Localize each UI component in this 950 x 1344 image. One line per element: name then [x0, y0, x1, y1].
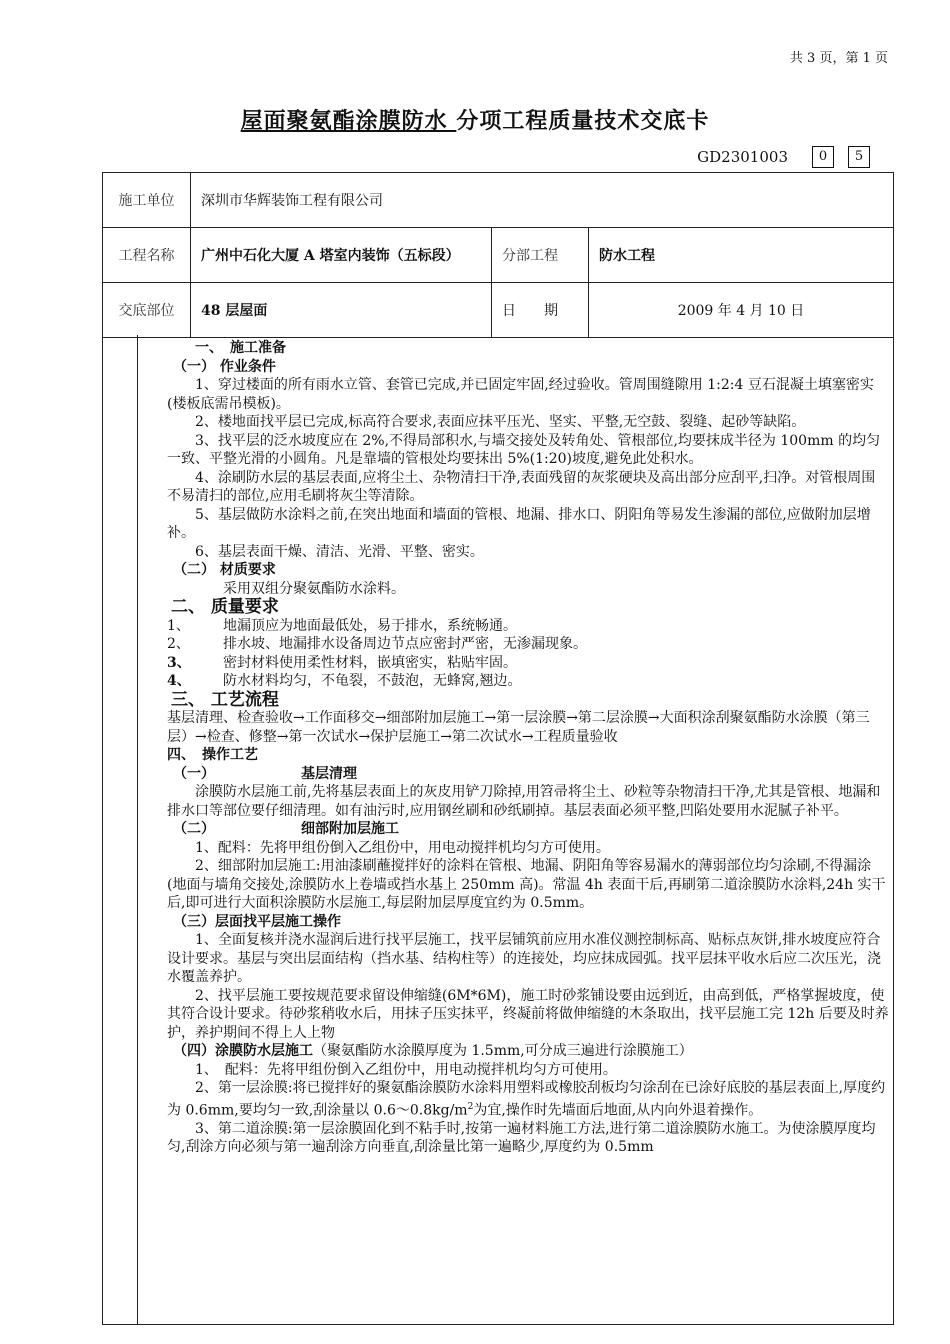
para-15-b: 为宜,操作时先墙面后地面,从内向外退着操作。 — [473, 1102, 763, 1119]
section-2-heading: 二、 质量要求 — [171, 597, 279, 617]
quality-item-4 — [167, 672, 889, 691]
para-16: 3、第二道涂膜:第一层涂膜固化到不粘手时,按第一遍材料施工方法,进行第二道涂膜防水施工。为使涂膜厚度均匀,刮涂方向必须与第一遍刮涂方向垂直,刮涂量比第一遍略少,厚度约为 0.5mm — [167, 1120, 876, 1156]
content-box — [102, 335, 894, 1325]
margin-divider — [137, 335, 138, 1324]
section-1a-heading: （一） 作业条件 — [173, 358, 276, 375]
part-label: 交底部位 — [103, 283, 191, 338]
para-9: 涂膜防水层施工前,先将基层表面上的灰皮用铲刀除掉,用笤帚将尘土、砂粒等杂物清扫干净,尤其是管根、地漏和排水口等部位要仔细清理。如有油污时,应用钢丝刷和砂纸刷掉。基层表面必须平整,凹陷处要用水泥腻子补平。 — [167, 784, 881, 819]
code-box-2: 5 — [848, 146, 870, 168]
date-label: 日 期 — [492, 283, 589, 338]
title-subject: 屋面聚氨酯涂膜防水 — [240, 108, 457, 134]
para-11: 2、细部附加层施工:用油漆刷蘸搅拌好的涂料在管根、地漏、阴阳角等容易漏水的薄弱部位均匀涂刷,不得漏涂(地面与墙角交接处,涂膜防水上卷墙或挡水基上 250mm 高)。常温 4h 表面干后,再刷第二道涂膜防水涂料,24h 实干后,即可进行大面积涂膜防水层施工,每层附加层厚度宜约为 0.5mm。 — [167, 858, 886, 911]
para-10: 1、配料：先将甲组份倒入乙组份中，用电动搅拌机均匀方可使用。 — [195, 839, 610, 856]
quality-text-3: 密封材料使用柔性材料，嵌填密实，粘贴牢固。 — [223, 654, 517, 671]
para-15 — [167, 1079, 889, 1120]
para-15-sup: 2 — [467, 1101, 474, 1112]
quality-item-1 — [167, 617, 889, 636]
page-indicator: 共 3 页，第 1 页 — [789, 51, 888, 66]
section-1-heading: 一、 施工准备 — [195, 340, 286, 356]
para-7: 采用双组分聚氨酯防水涂料。 — [223, 580, 405, 597]
para-13: 2、找平层施工要按规范要求留设伸缩缝(6M*6M)，施工时砂浆铺设要由远到近，由高到低，严格掌握坡度，使其符合设计要求。待砂浆稍收水后，用抹子压实抹平，终凝前将做伸缩缝的木条取出，找平层施工完 12h 后要及时养护，养护期间不得上人上物 — [167, 987, 889, 1041]
section-4d-note: （聚氨酯防水涂膜厚度为 1.5mm,可分成三遍进行涂膜施工） — [313, 1043, 693, 1059]
doc-code: GD2301003 — [697, 148, 788, 166]
quality-text-2: 排水坡、地漏排水设备周边节点应密封严密，无渗漏现象。 — [223, 636, 587, 652]
content-text — [167, 339, 889, 1157]
section-4b-title: 细部附加层施工 — [301, 821, 399, 837]
date-value: 2009 年 4 月 10 日 — [589, 283, 894, 338]
code-box-1: 0 — [812, 146, 834, 168]
quality-num-3: 3、 — [167, 654, 191, 671]
quality-num-4: 4、 — [167, 673, 191, 689]
para-8: 基层清理、检查验收→工作面移交→细部附加层施工→第一层涂膜→第二层涂膜→大面积涂刮聚氨酯防水涂膜（第三层）→检查、修整→第一次试水→保护层施工→第二次试水→工程质量验收 — [167, 710, 870, 745]
section-3-heading: 三、 工艺流程 — [171, 689, 279, 710]
quality-item-2 — [167, 635, 889, 654]
para-14: 1、 配料：先将甲组份倒入乙组份中，用电动搅拌机均匀方可使用。 — [195, 1061, 617, 1078]
title-rest: 分项工程质量技术交底卡 — [456, 108, 710, 134]
info-table — [102, 172, 894, 338]
quality-num-1: 1、 — [167, 617, 190, 634]
para-4: 4、涂刷防水层的基层表面,应将尘土、杂物清扫干净,表面残留的灰浆硬块及高出部分应刮平,扫净。对管根周围不易清扫的部位,应用毛刷将灰尘等清除。 — [167, 469, 876, 504]
project-value: 广州中石化大厦 A 塔室内装饰（五标段） — [191, 228, 492, 283]
section-4d-heading — [167, 1042, 889, 1061]
para-1: 1、穿过楼面的所有雨水立管、套管已完成,并已固定牢固,经过验收。管周围缝隙用 1:2:4 豆石混凝土填塞密实(楼板底需吊模板)。 — [167, 377, 874, 412]
section-4d-title: （四）涂膜防水层施工 — [173, 1043, 313, 1059]
section-4a-title: 基层清理 — [301, 765, 357, 782]
section-4-heading: 四、 操作工艺 — [167, 747, 258, 763]
document-title — [0, 104, 950, 135]
info-row-unit — [103, 173, 894, 228]
para-3: 3、找平层的泛水坡度应在 2%,不得局部积水,与墙交接处及转角处、管根部位,均要抹成半径为 100mm 的均匀一致、平整光滑的小圆角。凡是靠墙的管根处均要抹出 5%(1:20)坡度,避免此处积水。 — [167, 432, 881, 467]
quality-num-2: 2、 — [167, 636, 190, 652]
section-4b-heading — [167, 820, 889, 839]
para-12: 1、全面复核并浇水湿润后进行找平层施工，找平层铺筑前应用水准仪测控制标高、贴标点灰饼,排水坡度应符合设计要求。基层与突出层面结构（挡水基、结构柱等）的连接处，均应抹成园弧。找平层抹平收水后应二次压光，浇水覆盖养护。 — [167, 932, 881, 985]
subproject-label: 分部工程 — [492, 228, 589, 283]
para-2: 2、楼地面找平层已完成,标高符合要求,表面应抹平压光、坚实、平整,无空鼓、裂缝、起砂等缺陷。 — [195, 414, 806, 430]
quality-text-1: 地漏顶应为地面最低处，易于排水，系统畅通。 — [223, 617, 517, 634]
subproject-value: 防水工程 — [589, 228, 894, 283]
unit-value: 深圳市华辉装饰工程有限公司 — [191, 173, 894, 228]
doc-code-line — [697, 146, 870, 168]
section-4c-heading: （三）层面找平层施工操作 — [173, 913, 341, 930]
para-6: 6、基层表面干燥、清洁、光滑、平整、密实。 — [195, 543, 484, 560]
info-row-part — [103, 283, 894, 338]
unit-label: 施工单位 — [103, 173, 191, 228]
section-4b-no: （二） — [173, 821, 215, 837]
para-5: 5、基层做防水涂料之前,在突出地面和墙面的管根、地漏、排水口、阴阳角等易发生渗漏的部位,应做附加层增补。 — [167, 506, 871, 541]
info-row-project — [103, 228, 894, 283]
part-value: 48 层屋面 — [191, 283, 492, 338]
section-4a-no: （一） — [173, 765, 215, 782]
project-label: 工程名称 — [103, 228, 191, 283]
quality-text-4: 防水材料均匀，不龟裂，不鼓泡，无蜂窝,翘边。 — [223, 673, 522, 689]
para-15-a: 2、第一层涂膜:将已搅拌好的聚氨酯涂膜防水涂料用塑料或橡胶刮板均匀涂刮在已涂好底胶的基层表面上,厚度约为 0.6mm,要均匀一致,刮涂量以 0.6～0.8kg/m — [167, 1080, 886, 1119]
section-1b-heading: （二） 材质要求 — [173, 562, 276, 578]
section-4a-heading — [167, 765, 889, 784]
quality-item-3 — [167, 654, 889, 673]
